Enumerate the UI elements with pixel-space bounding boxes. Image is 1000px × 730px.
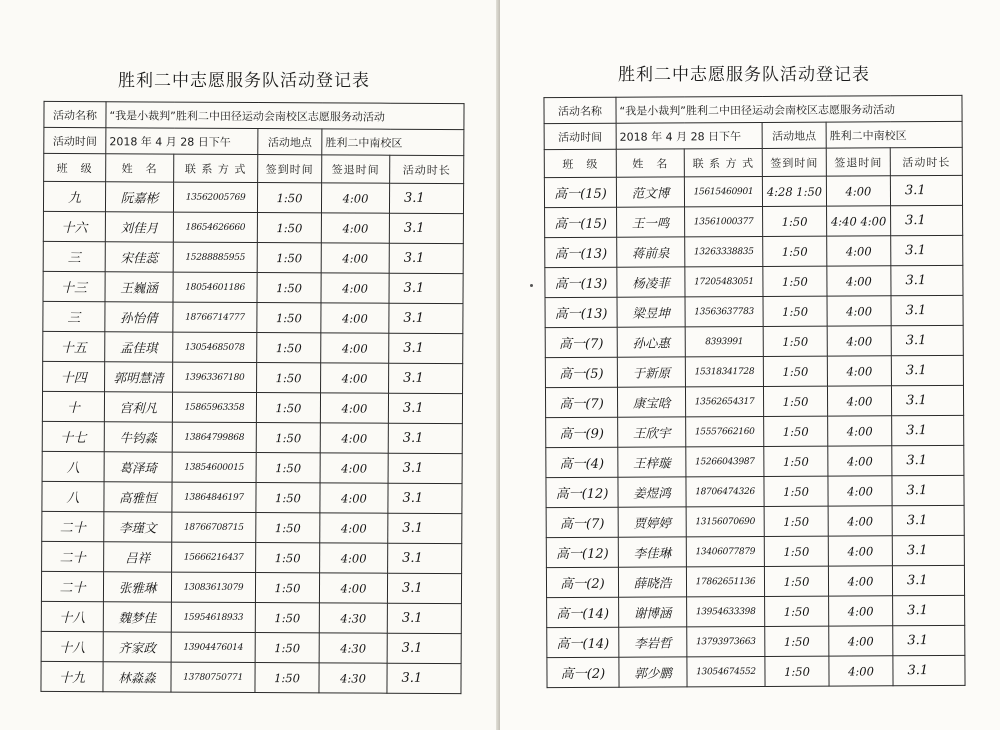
row-duration: 3.1 — [892, 505, 964, 535]
row-phone: 18766708715 — [172, 512, 256, 542]
row-sign-in: 1:50 — [765, 656, 829, 686]
row-sign-in: 1:50 — [765, 626, 829, 656]
row-sign-out: 4:00 — [828, 416, 892, 446]
row-name: 魏梦佳 — [103, 602, 171, 632]
row-phone: 13864846197 — [172, 482, 256, 512]
row-sign-out: 4:00 — [320, 423, 388, 453]
row-phone: 13854600015 — [172, 452, 256, 482]
activity-time-row — [44, 127, 464, 155]
row-sign-out: 4:00 — [829, 626, 893, 656]
row-sign-out: 4:00 — [321, 303, 389, 333]
row-phone: 13054685078 — [173, 332, 257, 362]
table-row — [42, 391, 462, 423]
header-name: 姓 名 — [106, 154, 174, 182]
row-phone: 13406077879 — [686, 536, 764, 566]
row-class: 高一(13) — [545, 297, 617, 327]
row-name: 王欣宇 — [618, 417, 686, 447]
row-phone: 15266043987 — [686, 446, 764, 476]
row-sign-out: 4:00 — [828, 446, 892, 476]
row-duration: 3.1 — [388, 453, 462, 483]
row-class: 高一(15) — [545, 207, 617, 237]
row-sign-in: 1:50 — [764, 506, 828, 536]
row-duration: 3.1 — [389, 243, 463, 273]
activity-time-label: 活动时间 — [44, 127, 106, 153]
row-phone: 13963367180 — [173, 362, 257, 392]
row-sign-out: 4:00 — [321, 243, 389, 273]
row-class: 高一(7) — [545, 387, 617, 417]
row-class: 高一(13) — [545, 267, 617, 297]
header-class: 班 级 — [44, 153, 106, 181]
row-class: 十七 — [42, 421, 104, 451]
row-class: 高一(2) — [546, 567, 618, 597]
location-value: 胜利二中南校区 — [826, 121, 962, 148]
table-row — [43, 331, 463, 363]
row-sign-out: 4:30 — [319, 663, 387, 693]
table-row — [547, 595, 965, 627]
row-sign-in: 1:50 — [764, 416, 828, 446]
row-sign-out: 4:00 — [829, 596, 893, 626]
row-sign-out: 4:00 — [320, 453, 388, 483]
activity-name-value: “我是小裁判”胜利二中田径运动会南校区志愿服务动活动 — [106, 102, 464, 130]
row-sign-in: 1:50 — [256, 453, 320, 483]
row-sign-in: 1:50 — [255, 663, 319, 693]
row-phone: 13864799868 — [172, 422, 256, 452]
row-sign-out: 4:00 — [828, 476, 892, 506]
row-duration: 3.1 — [387, 663, 461, 693]
table-row — [41, 601, 461, 633]
row-sign-in: 1:50 — [763, 236, 827, 266]
row-class: 高一(13) — [545, 237, 617, 267]
header-phone: 联 系 方 式 — [684, 148, 762, 176]
row-duration: 3.1 — [893, 595, 965, 625]
row-phone: 18054601186 — [173, 272, 257, 302]
activity-name-row — [44, 101, 464, 129]
row-sign-in: 1:50 — [765, 596, 829, 626]
table-row — [41, 661, 461, 693]
activity-time-row — [544, 121, 962, 149]
row-name: 阮嘉彬 — [105, 182, 173, 212]
row-name: 王梓璇 — [618, 447, 686, 477]
row-duration: 3.1 — [892, 415, 964, 445]
row-duration: 3.1 — [388, 423, 462, 453]
row-sign-out: 4:00 — [827, 236, 891, 266]
sheet-title: 胜利二中志愿服务队活动登记表 — [118, 71, 370, 91]
row-name: 李岩哲 — [619, 627, 687, 657]
row-class: 高一(4) — [546, 447, 618, 477]
row-duration: 3.1 — [891, 295, 963, 325]
row-phone: 15557662160 — [686, 416, 764, 446]
row-sign-out: 4:00 — [321, 333, 389, 363]
row-phone: 15615460901 — [684, 176, 762, 206]
row-phone: 15288885955 — [173, 242, 257, 272]
row-name: 谢博涵 — [619, 597, 687, 627]
row-sign-in: 1:50 — [256, 543, 320, 573]
row-duration: 3.1 — [893, 655, 965, 685]
activity-time-value: 2018 年 4 月 28 日下午 — [616, 122, 762, 149]
row-duration: 3.1 — [389, 333, 463, 363]
location-value: 胜利二中南校区 — [322, 129, 464, 156]
row-name: 于新原 — [617, 357, 685, 387]
scan-speck — [530, 284, 533, 287]
row-name: 孟佳琪 — [105, 332, 173, 362]
row-phone: 17862651136 — [686, 566, 764, 596]
row-name: 葛泽琦 — [104, 452, 172, 482]
row-name: 范文博 — [616, 177, 684, 207]
row-sign-in: 1:50 — [257, 183, 321, 213]
row-sign-out: 4:00 — [827, 296, 891, 326]
row-duration: 3.1 — [892, 445, 964, 475]
row-sign-in: 1:50 — [763, 266, 827, 296]
row-duration: 3.1 — [890, 175, 962, 205]
column-header-row — [44, 153, 464, 183]
row-class: 高一(14) — [547, 597, 619, 627]
table-row — [43, 271, 463, 303]
row-sign-in: 1:50 — [257, 273, 321, 303]
row-phone: 15954618933 — [171, 602, 255, 632]
row-class: 高一(12) — [546, 537, 618, 567]
table-row — [42, 421, 462, 453]
row-name: 贾婷婷 — [618, 507, 686, 537]
row-phone: 13954633398 — [687, 596, 765, 626]
row-duration: 3.1 — [387, 573, 461, 603]
table-row — [43, 361, 463, 393]
row-sign-out: 4:00 — [320, 513, 388, 543]
row-phone: 13054674552 — [687, 656, 765, 686]
row-class: 十九 — [41, 661, 103, 691]
row-sign-out: 4:00 — [826, 176, 890, 206]
row-sign-in: 4:28 1:50 — [762, 176, 826, 206]
header-sign-out: 签退时间 — [322, 155, 390, 183]
activity-time-value: 2018 年 4 月 28 日下午 — [106, 128, 258, 155]
row-name: 王巍涵 — [105, 272, 173, 302]
row-duration: 3.1 — [891, 355, 963, 385]
table-row — [43, 301, 463, 333]
table-row — [42, 451, 462, 483]
row-duration: 3.1 — [388, 543, 462, 573]
row-sign-in: 1:50 — [256, 393, 320, 423]
row-name: 郭少鹏 — [619, 657, 687, 687]
row-sign-out: 4:00 — [827, 326, 891, 356]
row-class: 十八 — [41, 631, 103, 661]
row-sign-in: 1:50 — [764, 446, 828, 476]
row-phone: 13563637783 — [685, 296, 763, 326]
row-class: 高一(15) — [544, 177, 616, 207]
table-row — [545, 295, 963, 327]
row-sign-in: 1:50 — [257, 243, 321, 273]
row-sign-out: 4:00 — [828, 566, 892, 596]
header-duration: 活动时长 — [890, 147, 962, 175]
table-row — [43, 181, 463, 213]
row-name: 康宝晗 — [617, 387, 685, 417]
table-row — [41, 631, 461, 663]
row-sign-in: 1:50 — [257, 363, 321, 393]
row-phone: 15318341728 — [685, 356, 763, 386]
row-duration: 3.1 — [891, 265, 963, 295]
row-class: 高一(7) — [546, 507, 618, 537]
row-duration: 3.1 — [388, 393, 462, 423]
header-duration: 活动时长 — [390, 155, 464, 183]
row-sign-in: 1:50 — [257, 333, 321, 363]
location-label: 活动地点 — [762, 122, 826, 148]
table-row — [545, 385, 963, 417]
row-phone: 13561000377 — [685, 206, 763, 236]
row-phone: 18706474326 — [686, 476, 764, 506]
row-class: 高一(5) — [545, 357, 617, 387]
row-name: 孙怡倩 — [105, 302, 173, 332]
row-sign-in: 1:50 — [256, 483, 320, 513]
row-sign-in: 1:50 — [763, 296, 827, 326]
row-class: 三 — [43, 241, 105, 271]
row-duration: 3.1 — [389, 363, 463, 393]
row-sign-in: 1:50 — [764, 476, 828, 506]
row-phone: 13083613079 — [171, 572, 255, 602]
header-sign-in: 签到时间 — [258, 155, 322, 183]
row-sign-out: 4:00 — [321, 273, 389, 303]
table-row — [546, 415, 964, 447]
row-sign-in: 1:50 — [257, 213, 321, 243]
row-sign-in: 1:50 — [255, 603, 319, 633]
row-duration: 3.1 — [389, 303, 463, 333]
row-class: 十四 — [43, 361, 105, 391]
row-sign-in: 1:50 — [764, 566, 828, 596]
row-class: 二十 — [41, 571, 103, 601]
row-class: 高一(9) — [546, 417, 618, 447]
row-class: 八 — [42, 451, 104, 481]
row-duration: 3.1 — [389, 273, 463, 303]
table-row — [43, 211, 463, 243]
row-sign-in: 1:50 — [257, 303, 321, 333]
row-name: 蒋前泉 — [617, 237, 685, 267]
row-sign-out: 4:00 — [320, 483, 388, 513]
row-name: 梁昱坤 — [617, 297, 685, 327]
table-row — [547, 625, 965, 657]
row-duration: 3.1 — [387, 633, 461, 663]
row-sign-in: 1:50 — [763, 386, 827, 416]
row-class: 十 — [42, 391, 104, 421]
row-name: 郭明慧清 — [105, 362, 173, 392]
row-class: 八 — [42, 481, 104, 511]
row-sign-out: 4:00 — [321, 363, 389, 393]
table-row — [43, 241, 463, 273]
row-name: 杨凌菲 — [617, 267, 685, 297]
row-name: 李瑾文 — [104, 512, 172, 542]
row-name: 林淼淼 — [103, 662, 171, 692]
row-phone: 18654626660 — [173, 212, 257, 242]
header-sign-out: 签退时间 — [826, 148, 890, 176]
table-row — [546, 445, 964, 477]
row-class: 高一(7) — [545, 327, 617, 357]
row-sign-in: 1:50 — [763, 326, 827, 356]
table-row — [545, 265, 963, 297]
header-class: 班 级 — [544, 149, 616, 177]
activity-time-label: 活动时间 — [544, 123, 616, 149]
row-name: 宋佳蕊 — [105, 242, 173, 272]
row-name: 齐家政 — [103, 632, 171, 662]
activity-name-label: 活动名称 — [544, 97, 616, 123]
row-sign-in: 1:50 — [255, 633, 319, 663]
row-sign-out: 4:00 — [827, 356, 891, 386]
activity-name-value: “我是小裁判”胜利二中田径运动会南校区志愿服务动活动 — [616, 95, 962, 123]
row-duration: 3.1 — [892, 535, 964, 565]
table-row — [545, 235, 963, 267]
row-name: 薛晓浩 — [618, 567, 686, 597]
row-class: 十五 — [43, 331, 105, 361]
table-row — [546, 565, 964, 597]
row-class: 二十 — [42, 541, 104, 571]
row-class: 十八 — [41, 601, 103, 631]
row-sign-out: 4:00 — [319, 573, 387, 603]
row-sign-in: 1:50 — [763, 356, 827, 386]
row-name: 宫利凡 — [104, 392, 172, 422]
row-phone: 8393991 — [685, 326, 763, 356]
row-name: 高雅恒 — [104, 482, 172, 512]
row-duration: 3.1 — [389, 213, 463, 243]
activity-name-label: 活动名称 — [44, 101, 106, 127]
row-phone: 13562654317 — [685, 386, 763, 416]
table-row — [546, 535, 964, 567]
table-row — [547, 655, 965, 687]
row-name: 孙心惠 — [617, 327, 685, 357]
row-duration: 3.1 — [387, 603, 461, 633]
row-duration: 3.1 — [892, 475, 964, 505]
row-duration: 3.1 — [891, 325, 963, 355]
row-phone: 13562005769 — [173, 182, 257, 212]
row-sign-out: 4:00 — [321, 183, 389, 213]
row-duration: 3.1 — [389, 183, 463, 213]
sheet-title: 胜利二中志愿服务队活动登记表 — [618, 65, 870, 85]
right-sheet-page — [500, 0, 1000, 730]
table-row — [42, 511, 462, 543]
row-phone: 13156070690 — [686, 506, 764, 536]
row-phone: 13793973663 — [687, 626, 765, 656]
location-label: 活动地点 — [258, 129, 322, 155]
row-duration: 3.1 — [891, 205, 963, 235]
header-sign-in: 签到时间 — [762, 148, 826, 176]
row-sign-out: 4:00 — [321, 213, 389, 243]
row-duration: 3.1 — [892, 565, 964, 595]
row-sign-out: 4:00 — [828, 536, 892, 566]
row-class: 高一(2) — [547, 657, 619, 687]
row-class: 九 — [43, 181, 105, 211]
row-sign-out: 4:00 — [320, 543, 388, 573]
table-row — [544, 175, 962, 207]
row-sign-out: 4:30 — [319, 633, 387, 663]
row-phone: 13263338835 — [685, 236, 763, 266]
registration-table — [543, 95, 965, 688]
table-row — [41, 571, 461, 603]
row-sign-out: 4:00 — [828, 506, 892, 536]
row-class: 高一(12) — [546, 477, 618, 507]
row-name: 李佳琳 — [618, 537, 686, 567]
row-duration: 3.1 — [891, 385, 963, 415]
registration-table — [40, 101, 464, 694]
table-row — [546, 475, 964, 507]
row-name: 吕祥 — [104, 542, 172, 572]
row-name: 姜煜鸿 — [618, 477, 686, 507]
row-sign-in: 1:50 — [256, 513, 320, 543]
row-sign-in: 1:50 — [764, 536, 828, 566]
row-class: 三 — [43, 301, 105, 331]
row-phone: 17205483051 — [685, 266, 763, 296]
row-class: 十六 — [43, 211, 105, 241]
header-phone: 联 系 方 式 — [174, 154, 258, 182]
row-sign-out: 4:00 — [829, 656, 893, 686]
table-row — [545, 205, 963, 237]
column-header-row — [544, 147, 962, 177]
row-name: 牛钧淼 — [104, 422, 172, 452]
table-row — [545, 355, 963, 387]
table-row — [546, 505, 964, 537]
row-phone: 18766714777 — [173, 302, 257, 332]
row-name: 张雅琳 — [103, 572, 171, 602]
table-row — [545, 325, 963, 357]
row-sign-out: 4:00 — [827, 386, 891, 416]
row-sign-in: 1:50 — [763, 206, 827, 236]
row-phone: 15865963358 — [172, 392, 256, 422]
row-phone: 15666216437 — [172, 542, 256, 572]
table-row — [42, 481, 462, 513]
header-name: 姓 名 — [616, 149, 684, 177]
row-phone: 13780750771 — [171, 662, 255, 692]
row-sign-out: 4:40 4:00 — [827, 206, 891, 236]
row-sign-out: 4:00 — [320, 393, 388, 423]
row-class: 十三 — [43, 271, 105, 301]
row-duration: 3.1 — [388, 483, 462, 513]
row-name: 王一鸣 — [617, 207, 685, 237]
row-phone: 13904476014 — [171, 632, 255, 662]
row-class: 二十 — [42, 511, 104, 541]
activity-name-row — [544, 95, 962, 123]
row-duration: 3.1 — [388, 513, 462, 543]
row-class: 高一(14) — [547, 627, 619, 657]
row-sign-out: 4:30 — [319, 603, 387, 633]
table-row — [42, 541, 462, 573]
row-duration: 3.1 — [893, 625, 965, 655]
row-duration: 3.1 — [891, 235, 963, 265]
row-sign-out: 4:00 — [827, 266, 891, 296]
row-name: 刘佳月 — [105, 212, 173, 242]
row-sign-in: 1:50 — [255, 573, 319, 603]
row-sign-in: 1:50 — [256, 423, 320, 453]
